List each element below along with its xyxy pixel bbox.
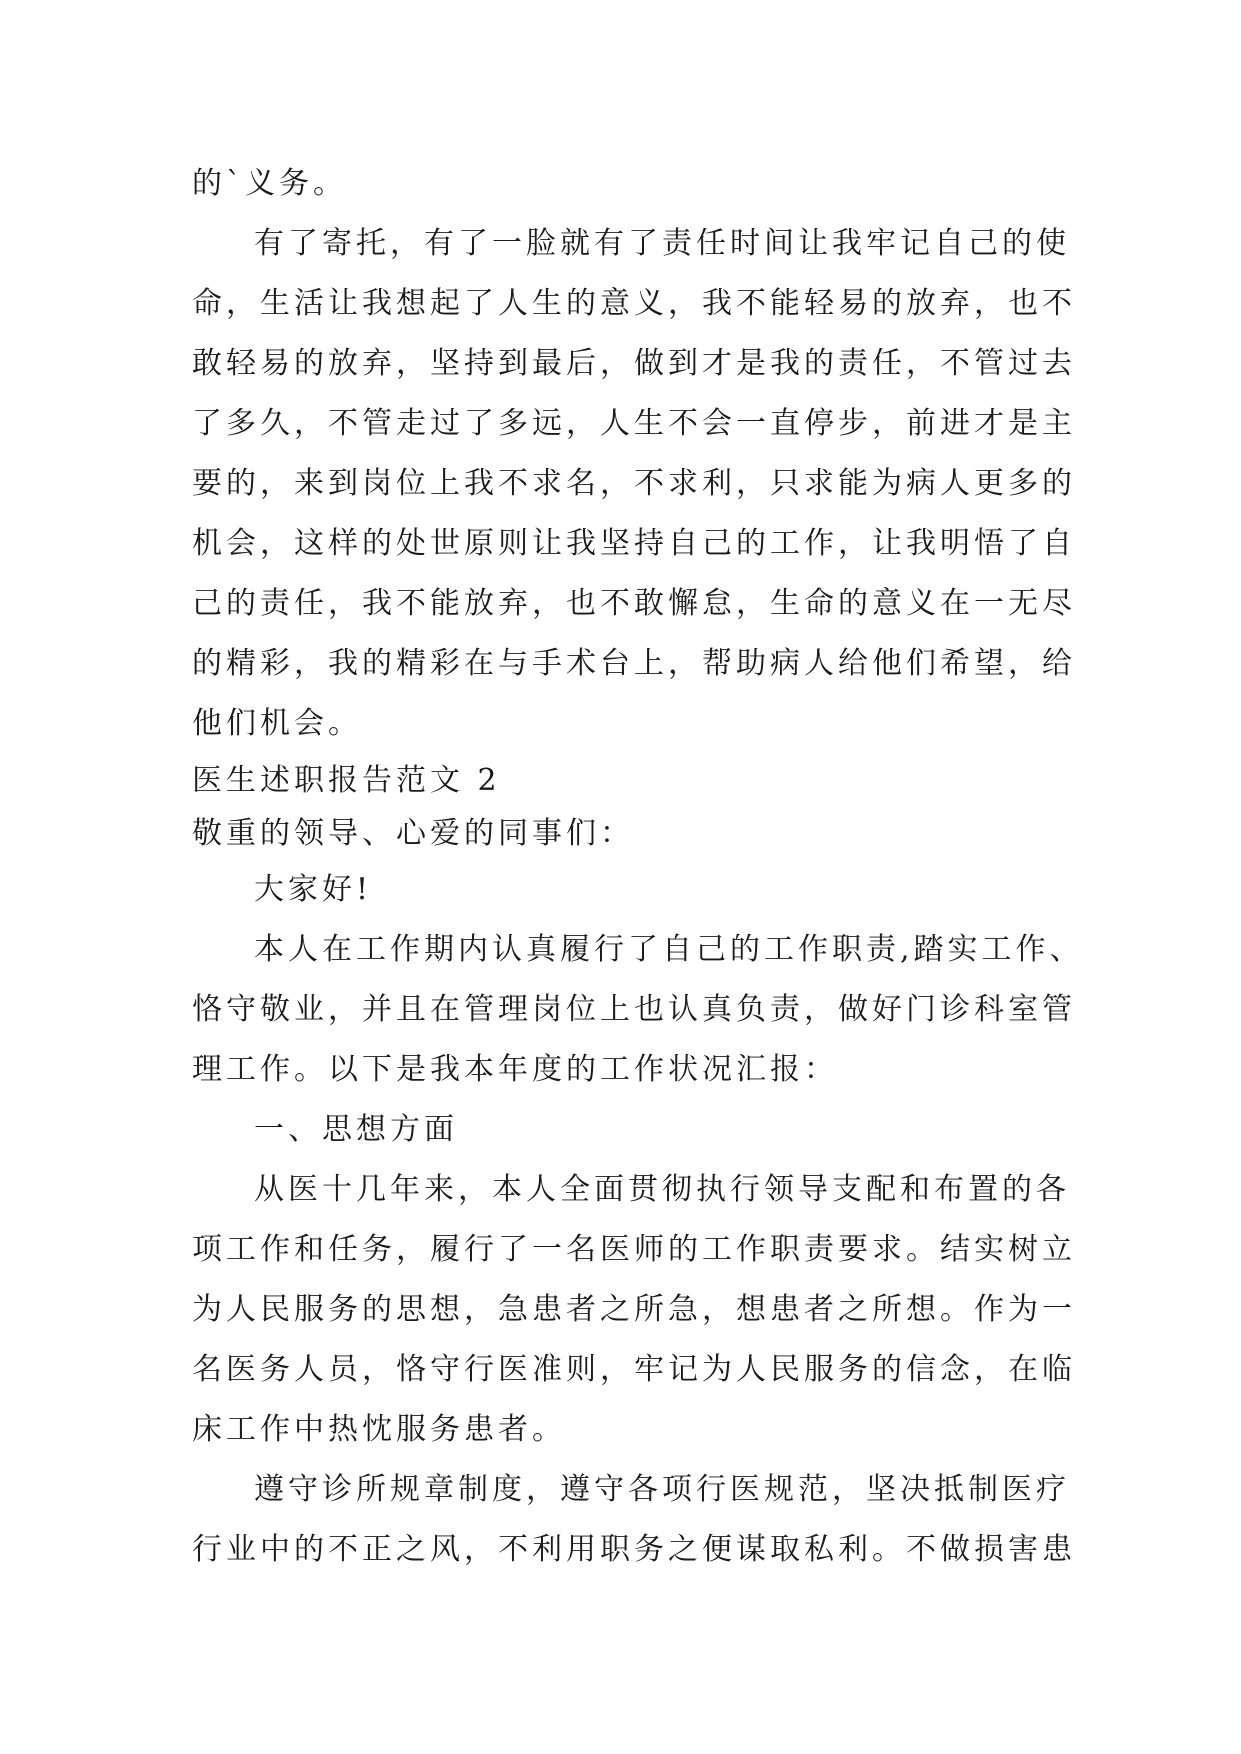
section-title: 医生述职报告范文 2 <box>192 763 501 798</box>
text-line: 敢轻易的放弃，坚持到最后，做到才是我的责任，不管过去 <box>192 346 1076 381</box>
salutation: 敬重的领导、心爱的同事们： <box>192 816 634 851</box>
text-line: 行业中的不正之风，不利用职务之便谋取私利。不做损害患 <box>192 1532 1076 1567</box>
subsection-heading: 一、思想方面 <box>254 1112 458 1147</box>
text-line: 命，生活让我想起了人生的意义，我不能轻易的放弃，也不 <box>192 286 1076 321</box>
text-line: 项工作和任务，履行了一名医师的工作职责要求。结实树立 <box>192 1232 1076 1267</box>
text-line: 床工作中热忱服务患者。 <box>192 1412 566 1447</box>
document-body <box>192 154 1084 1580</box>
text-line: 恪守敬业，并且在管理岗位上也认真负责，做好门诊科室管 <box>192 992 1076 1027</box>
text-line: 了多久，不管走过了多远，人生不会一直停步，前进才是主 <box>192 406 1076 441</box>
text-line: 本人在工作期内认真履行了自己的工作职责,踏实工作、 <box>254 932 1084 967</box>
text-line: 己的责任，我不能放弃，也不敢懈怠，生命的意义在一无尽 <box>192 586 1076 621</box>
text-line: 要的，来到岗位上我不求名，不求利，只求能为病人更多的 <box>192 466 1076 501</box>
text-line: 名医务人员，恪守行医准则，牢记为人民服务的信念，在临 <box>192 1352 1076 1387</box>
text-line: 机会，这样的处世原则让我坚持自己的工作，让我明悟了自 <box>192 526 1076 561</box>
text-line: 为人民服务的思想，急患者之所急，想患者之所想。作为一 <box>192 1292 1076 1327</box>
text-line: 遵守诊所规章制度，遵守各项行医规范，坚决抵制医疗 <box>254 1472 1070 1507</box>
text-line: 从医十几年来，本人全面贯彻执行领导支配和布置的各 <box>254 1172 1070 1207</box>
greeting: 大家好! <box>254 872 373 907</box>
text-line: 他们机会。 <box>192 706 362 741</box>
text-line: 的`义务。 <box>192 166 347 201</box>
text-line: 有了寄托，有了一脸就有了责任时间让我牢记自己的使 <box>254 226 1070 261</box>
text-line: 的精彩，我的精彩在与手术台上，帮助病人给他们希望，给 <box>192 646 1076 681</box>
text-line: 理工作。以下是我本年度的工作状况汇报： <box>192 1052 838 1087</box>
